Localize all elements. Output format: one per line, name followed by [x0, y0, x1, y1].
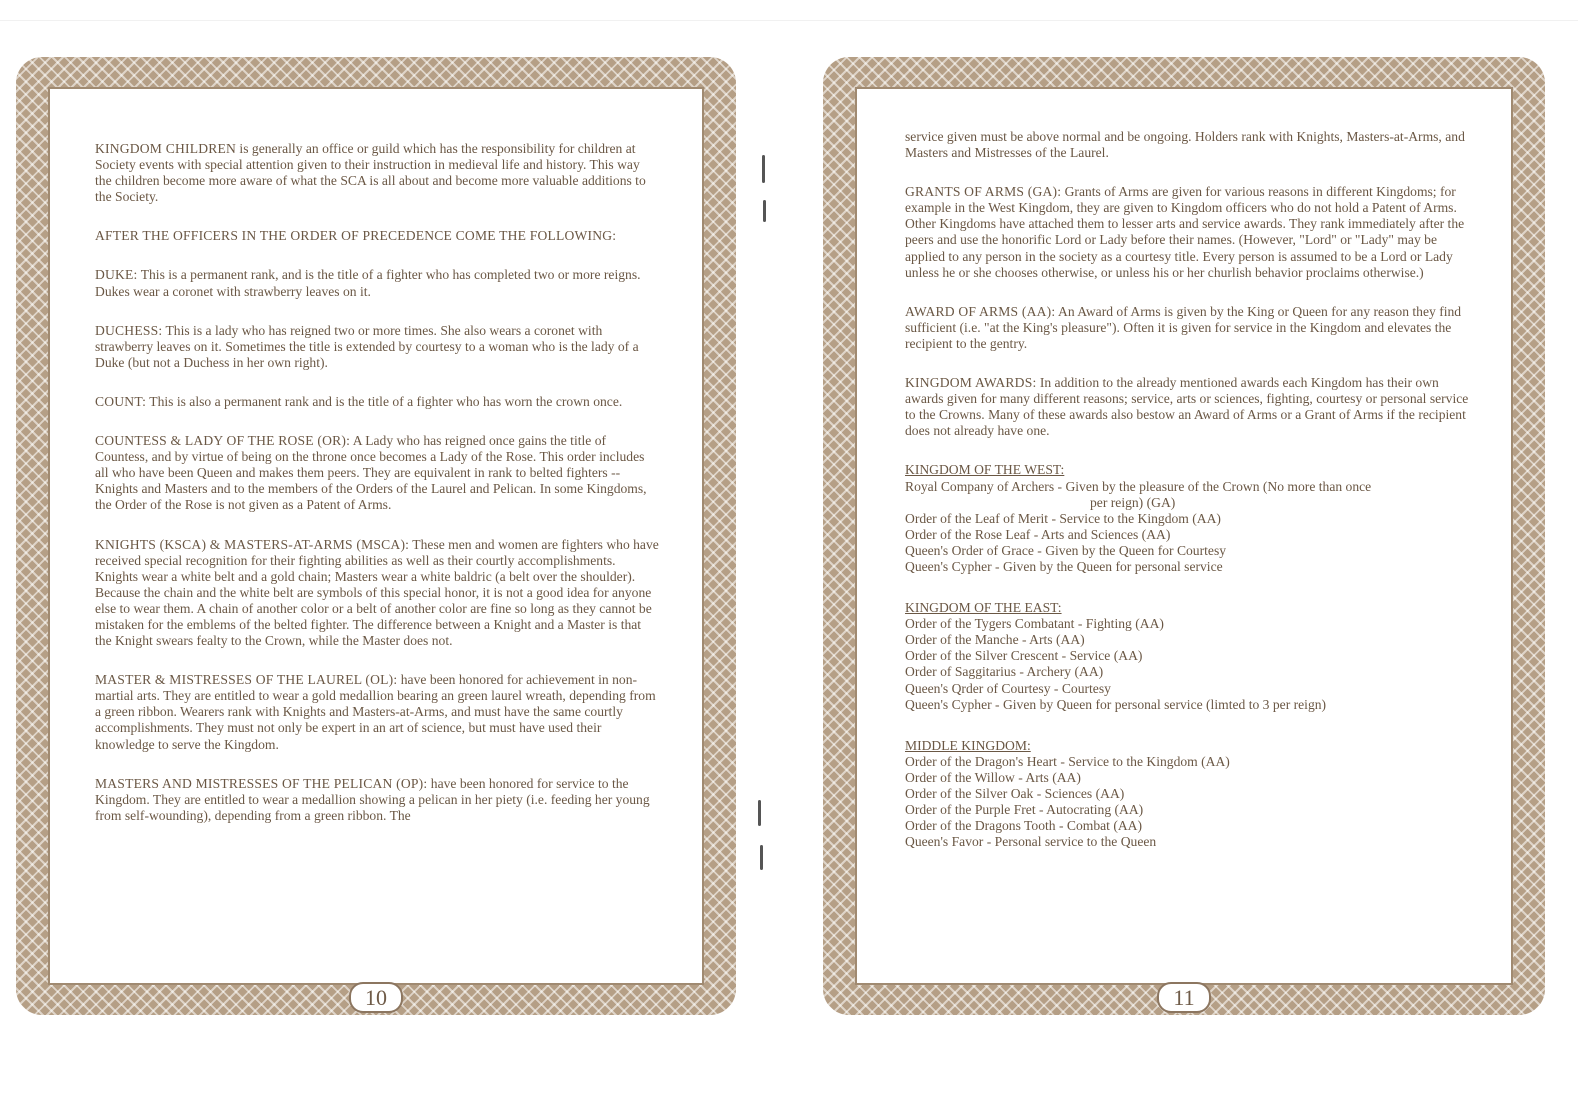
paragraph [95, 323, 659, 371]
section-title: MIDDLE KINGDOM: [905, 737, 1031, 753]
paragraph-label: DUKE: [95, 267, 138, 283]
list-item: Queen's Favor - Personal service to the Queen [905, 834, 1157, 850]
list-item: Order of Saggitarius - Archery (AA) [905, 664, 1104, 680]
paragraph [95, 394, 659, 410]
paragraph [95, 141, 659, 205]
list-item: Order of the Leaf of Merit - Service to the Kingdom (AA) [905, 510, 1221, 526]
list-item: Order of the Dragon's Heart - Service to the Kingdom (AA) [905, 753, 1230, 769]
paragraph-body: In addition to the already mentioned awards each Kingdom has their own awards given for many different reasons; service, arts or sciences, fighting, courtesy or personal service to the Crowns. Many of these awards also bestow an Award of Arms or a Grant of Arms if the recipient does not already have one. [905, 375, 1469, 439]
paragraph [95, 228, 659, 244]
paragraph-label: KNIGHTS (KSCA) & MASTERS-AT-ARMS (MSCA): [95, 536, 410, 552]
list-item: Queen's Qrder of Courtesy - Courtesy [905, 680, 1111, 696]
binding-mark [763, 200, 766, 222]
right-page [823, 57, 1545, 1015]
paragraph-body: have been honored for service to the Kingdom. They are entitled to wear a medallion showing a pelican in her piety (i.e. feeding her young from self-wounding), depending from a green ribbon. The [95, 775, 650, 823]
list-item: Order of the Silver Oak - Sciences (AA) [905, 786, 1125, 801]
paragraph [95, 776, 659, 824]
list-item: Order of the Manche - Arts (AA) [905, 632, 1085, 648]
list-item: Order of the Tygers Combatant - Fighting (AA) [905, 616, 1164, 632]
paragraph [905, 375, 1471, 439]
paragraph-label: AWARD OF ARMS (AA): [905, 303, 1056, 319]
paragraph-body: This is a permanent rank, and is the title of a fighter who has completed two or more reigns. Dukes wear a coronet with strawberry leaves on it. [95, 267, 641, 299]
paragraph-body: This is a lady who has reigned two or more times. She also wears a coronet with strawberry leaves on it. Sometimes the title is extended by courtesy to a woman who is the lady of a Duke (but not a Duchess in her own right). [95, 322, 639, 370]
paragraph [905, 129, 1471, 161]
right-page-text [905, 129, 1471, 875]
list-item: Order of the Rose Leaf - Arts and Sciences (AA) [905, 526, 1171, 542]
paragraph-label: MASTERS AND MISTRESSES OF THE PELICAN (OP): [95, 775, 428, 791]
list-item: Queen's Cypher - Given by the Queen for personal service [905, 558, 1223, 574]
section-kingdom-of-the-west [905, 462, 1471, 575]
paragraph-label: KINGDOM CHILDREN [95, 141, 237, 156]
binding-mark [762, 155, 765, 183]
scan-edge-line [0, 20, 1578, 21]
paragraph [95, 433, 659, 513]
list-item: Queen's Cypher - Given by Queen for personal service (limted to 3 per reign) [905, 696, 1327, 712]
left-page-number: 10 [349, 982, 403, 1013]
paragraph-label: AFTER THE OFFICERS IN THE ORDER OF PRECEDENCE COME THE FOLLOWING: [95, 228, 617, 244]
paragraph-body: A Lady who has reigned once gains the title of Countess, and by virtue of being on the throne once becomes a Lady of the Rose. This order includes all who have been Queen and makes them peers. They are equivalent in rank to belted fighters -- Knights and Masters and to the members of the Orders of the Laurel and Pelican. In some Kingdoms, the Order of the Rose is not given as a Patent of Arms. [95, 433, 647, 513]
left-page-text [95, 141, 659, 847]
section-title: KINGDOM OF THE WEST: [905, 462, 1065, 478]
list-item: Queen's Order of Grace - Given by the Queen for Courtesy [905, 542, 1227, 558]
paragraph-body: This is also a permanent rank and is the title of a fighter who has worn the crown once. [146, 393, 623, 409]
paragraph-label: DUCHESS: [95, 322, 163, 338]
list-item: per reign) (GA) [1090, 494, 1176, 510]
section-kingdom-of-the-east [905, 600, 1471, 713]
paragraph-body: These men and women are fighters who have received special recognition for their fighting abilities as well as their courtly accomplishments. Knights wear a white belt and a gold chain; Masters wear a white baldric (a belt over the shoulder). Because the chain and the white belt are symbols of this special honor, it is not a good idea for anyone else to wear them. A chain of another color or a belt of another color are fine so long as they cannot be mistaken for the emblems of the belted fighter. The difference between a Knight and a Master is that the Knight swears fealty to the Crown, while the Master does not. [95, 536, 659, 649]
paragraph [95, 267, 659, 299]
paragraph-body: service given must be above normal and be ongoing. Holders rank with Knights, Masters-at-Arms, and Masters and Mistresses of the Laurel. [905, 129, 1465, 161]
list-item: Royal Company of Archers - Given by the pleasure of the Crown (No more than once [905, 478, 1372, 494]
paragraph-label: MASTER & MISTRESSES OF THE LAUREL (OL): [95, 672, 398, 688]
paragraph [95, 537, 659, 650]
binding-mark [760, 845, 763, 870]
paragraph-body: Grants of Arms are given for various reasons in different Kingdoms; for example in the West Kingdom, they are given to Kingdom officers who do not hold a Patent of Arms. Other Kingdoms have attached them to lesser arts and service awards. They rank immediately after the peers and use the honorific Lord or Lady before their names. (However, "Lord" or "Lady" may be applied to any person in the society as a courtesy title. Every person is assumed to be a Lord or Lady unless he or she chooses otherwise, or unless his or her churlish behavior proclaims otherwise.) [905, 184, 1465, 280]
paragraph [95, 672, 659, 752]
section-middle-kingdom [905, 738, 1471, 851]
paragraph-label: KINGDOM AWARDS: [905, 375, 1037, 391]
list-item: Order of the Dragons Tooth - Combat (AA) [905, 818, 1143, 834]
list-item: Order of the Purple Fret - Autocrating (AA) [905, 802, 1144, 818]
paragraph-body: is generally an office or guild which has the responsibility for children at Society events with special attention given to their instruction in medieval life and history. This way the children become more aware of what the SCA is all about and become more valuable additions to the Society. [95, 141, 646, 205]
paragraph [905, 304, 1471, 352]
paragraph-label: COUNT: [95, 393, 147, 409]
list-item: Order of the Silver Crescent - Service (AA) [905, 648, 1143, 664]
binding-mark [758, 800, 761, 826]
right-page-number: 11 [1157, 982, 1211, 1013]
left-page [16, 57, 736, 1015]
section-title: KINGDOM OF THE EAST: [905, 600, 1062, 616]
paragraph [905, 184, 1471, 281]
paragraph-body: have been honored for achievement in non-martial arts. They are entitled to wear a gold medallion bearing an green laurel wreath, depending from a green ribbon. Wearers rank with Knights and Masters-at-Arms, and must have the same courtly accomplishments. They must not only be expert in an art of science, but must have used their knowledge to serve the Kingdom. [95, 672, 656, 752]
paragraph-label: GRANTS OF ARMS (GA): [905, 184, 1062, 200]
list-item: Order of the Willow - Arts (AA) [905, 769, 1081, 785]
paragraph-label: COUNTESS & LADY OF THE ROSE (OR): [95, 433, 351, 449]
paragraph-body: An Award of Arms is given by the King or Queen for any reason they find sufficient (i.e. "at the King's pleasure"). Often it is given for service in the Kingdom and elevates the recipient to the gentry. [905, 303, 1462, 351]
